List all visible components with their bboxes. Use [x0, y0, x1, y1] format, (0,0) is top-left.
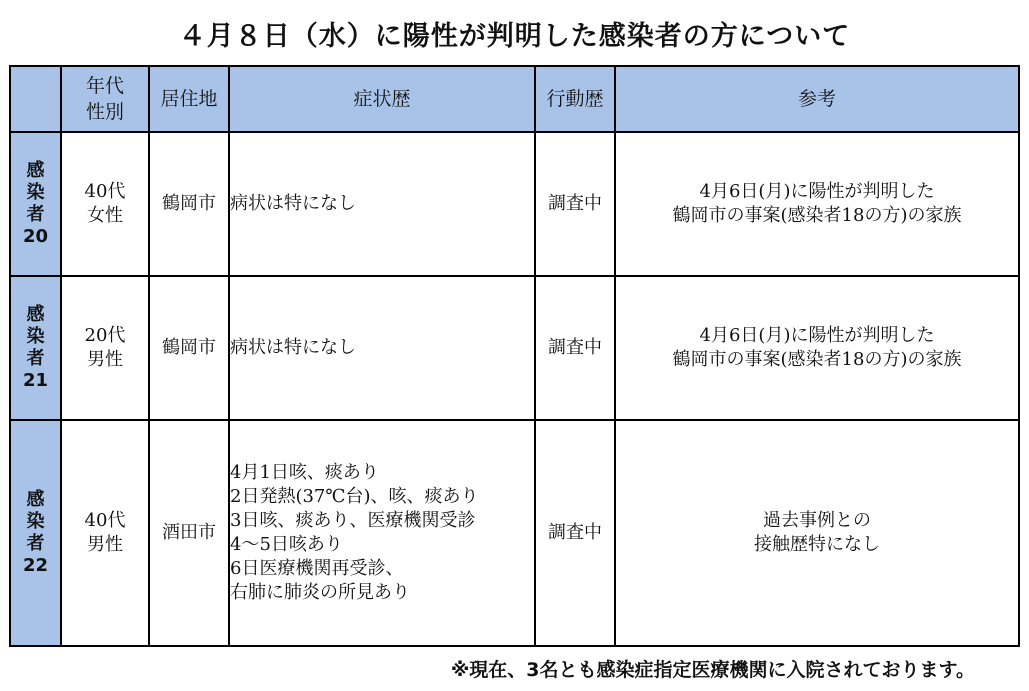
sex-text: 女性: [87, 205, 123, 226]
header-age-sex: [61, 66, 149, 132]
note-line: 過去事例との: [763, 510, 871, 531]
row-label-char: 者: [26, 533, 45, 554]
row-label-char: 感: [26, 304, 45, 325]
symptoms-cell: [229, 276, 535, 420]
symptom-line: 病状は特になし: [230, 337, 356, 358]
table-row: [10, 132, 1019, 276]
row-label-number: 21: [22, 370, 49, 391]
notes-cell: [615, 132, 1019, 276]
sex-text: 男性: [87, 534, 123, 555]
header-row: [10, 66, 1019, 132]
notes-cell: [615, 420, 1019, 646]
page-title: ４月８日（水）に陽性が判明した感染者の方について: [178, 21, 851, 52]
symptom-line: 6日医療機関再受診、: [230, 558, 404, 579]
symptom-line: 2日発熱(37℃台)、咳、痰あり: [230, 486, 479, 507]
age-sex-cell: [61, 132, 149, 276]
activity-cell: 調査中: [535, 276, 615, 420]
patient-table: [9, 65, 1020, 647]
residence-cell: 鶴岡市: [149, 132, 229, 276]
table-row: [10, 276, 1019, 420]
residence-cell: 酒田市: [149, 420, 229, 646]
age-text: 20代: [84, 325, 126, 346]
row-label: [10, 276, 61, 420]
notes-cell: [615, 276, 1019, 420]
row-label-char: 染: [26, 511, 45, 532]
symptom-line: 4月1日咳、痰あり: [230, 462, 379, 483]
row-label: [10, 132, 61, 276]
note-line: 鶴岡市の事案(感染者18の方)の家族: [672, 349, 962, 370]
row-label-char: 感: [26, 160, 45, 181]
note-line: 4月6日(月)に陽性が判明した: [699, 325, 935, 346]
header-residence: 居住地: [149, 66, 229, 132]
age-text: 40代: [84, 181, 126, 202]
symptom-line: 3日咳、痰あり、医療機関受診: [230, 510, 476, 531]
row-label-char: 者: [26, 348, 45, 369]
symptoms-cell: [229, 420, 535, 646]
note-line: 鶴岡市の事案(感染者18の方)の家族: [672, 205, 962, 226]
header-notes: 参考: [615, 66, 1019, 132]
header-activity: 行動歴: [535, 66, 615, 132]
row-label-char: 感: [26, 489, 45, 510]
row-label-number: 20: [22, 226, 49, 247]
header-age: 年代: [85, 75, 124, 97]
row-label-number: 22: [22, 555, 49, 576]
row-label-char: 染: [26, 326, 45, 347]
age-text: 40代: [84, 510, 126, 531]
row-label-char: 染: [26, 182, 45, 203]
row-label-char: 者: [26, 204, 45, 225]
activity-cell: 調査中: [535, 420, 615, 646]
header-sex: 性別: [85, 101, 124, 123]
age-sex-cell: [61, 276, 149, 420]
age-sex-cell: [61, 420, 149, 646]
footer-note: ※現在、3名とも感染症指定医療機関に入院されております。: [450, 659, 975, 681]
symptom-line: 4～5日咳あり: [230, 534, 343, 555]
header-empty: [10, 66, 61, 132]
activity-cell: 調査中: [535, 132, 615, 276]
note-line: 接触歴特になし: [754, 534, 880, 555]
symptoms-cell: [229, 132, 535, 276]
note-line: 4月6日(月)に陽性が判明した: [699, 181, 935, 202]
row-label: [10, 420, 61, 646]
sex-text: 男性: [87, 349, 123, 370]
table-row: [10, 420, 1019, 646]
residence-cell: 鶴岡市: [149, 276, 229, 420]
symptom-line: 病状は特になし: [230, 193, 356, 214]
header-symptoms: 症状歴: [229, 66, 535, 132]
symptom-line: 右肺に肺炎の所見あり: [230, 582, 410, 603]
